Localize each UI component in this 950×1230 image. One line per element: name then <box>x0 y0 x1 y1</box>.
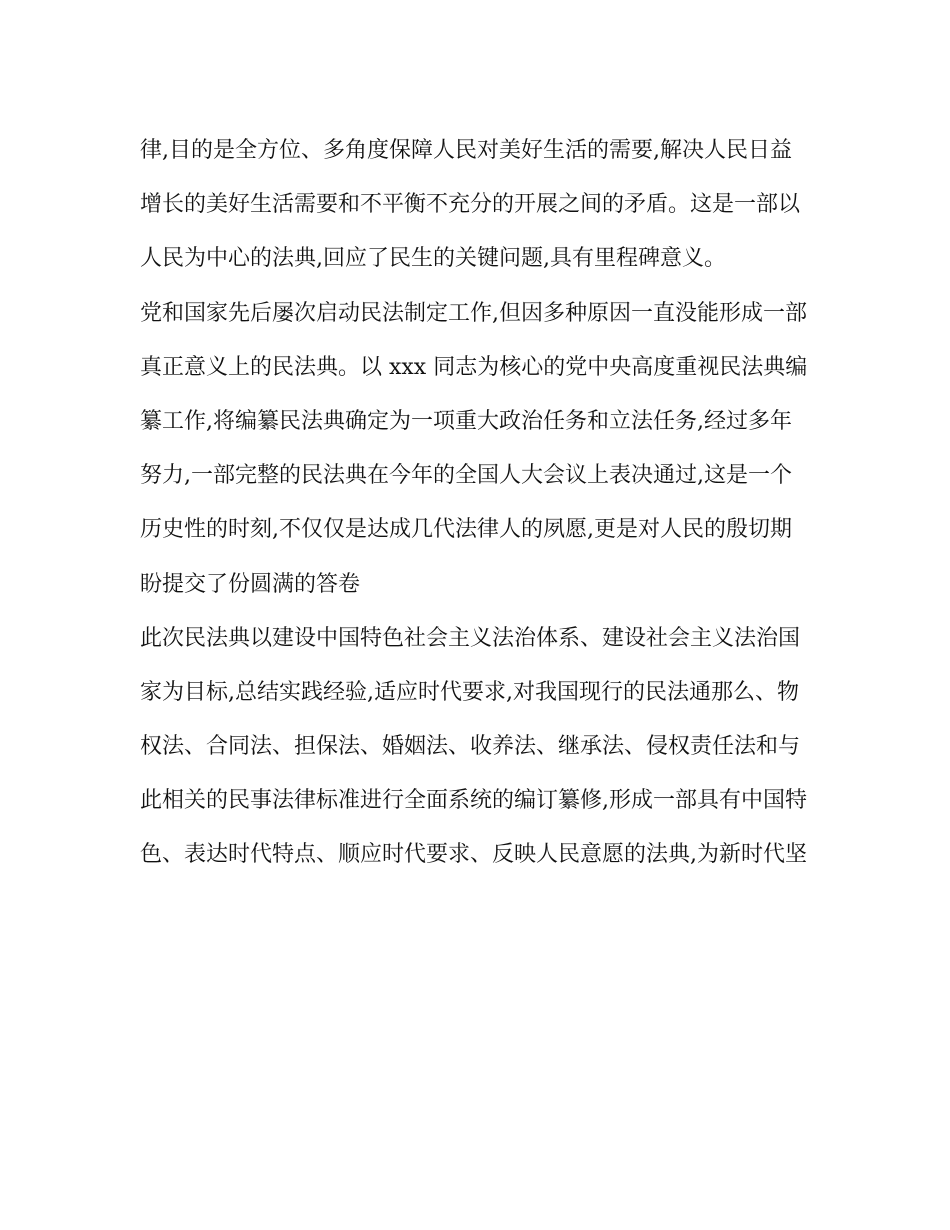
text-line: 律,目的是全方位、多角度保障人民对美好生活的需要,解决人民日益 <box>140 138 792 163</box>
text-line: 此相关的民事法律标准进行全面系统的编订纂修,形成一部具有中国特 <box>140 788 807 814</box>
text-line: 纂工作,将编纂民法典确定为一项重大政治任务和立法任务,经过多年 <box>140 408 792 434</box>
text-line: 权法、合同法、担保法、婚姻法、收养法、继承法、侵权责任法和与 <box>140 734 801 760</box>
body-text <box>140 124 820 883</box>
text-line: 真正意义上的民法典。以 xxx 同志为核心的党中央高度重视民法典编 <box>140 354 808 380</box>
text-line: 盼提交了份圆满的答卷 <box>140 571 361 597</box>
text-line: 历史性的时刻,不仅仅是达成几代法律人的夙愿,更是对人民的殷切期 <box>140 517 792 543</box>
text-line: 增长的美好生活需要和不平衡不充分的开展之间的矛盾。这是一部以 <box>140 192 801 218</box>
text-line: 党和国家先后屡次启动民法制定工作,但因多种原因一直没能形成一部 <box>140 300 807 326</box>
text-line: 此次民法典以建设中国特色社会主义法治体系、建设社会主义法治国 <box>140 625 801 651</box>
text-line: 努力,一部完整的民法典在今年的全国人大会议上表决通过,这是一个 <box>140 463 792 489</box>
text-line: 人民为中心的法典,回应了民生的关键问题,具有里程碑意义。 <box>140 246 726 272</box>
text-line: 家为目标,总结实践经验,适应时代要求,对我国现行的民法通那么、物 <box>140 679 799 705</box>
text-line: 色、表达时代特点、顺应时代要求、反映人民意愿的法典,为新时代坚 <box>140 842 807 868</box>
